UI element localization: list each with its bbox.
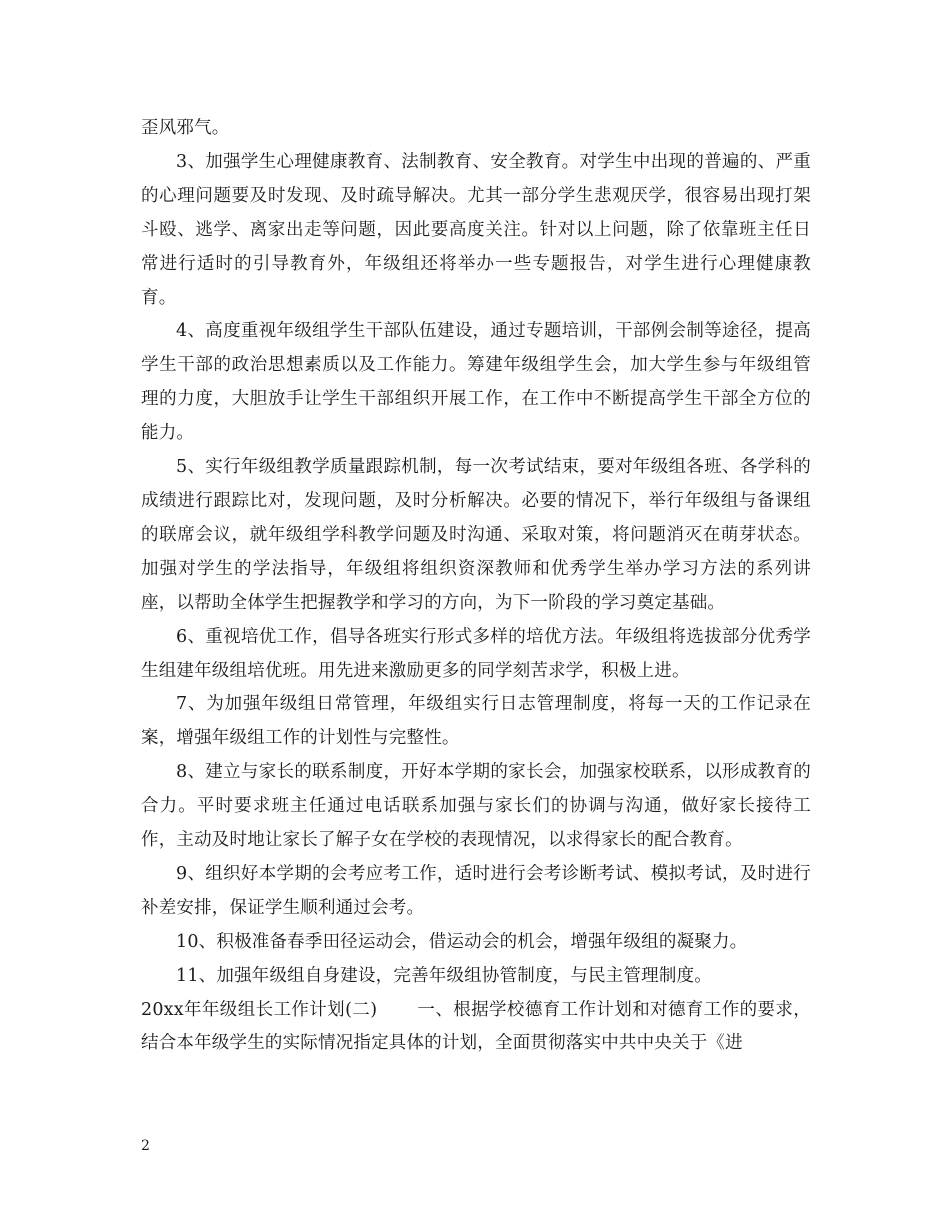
- paragraph-item-6: 6、重视培优工作，倡导各班实行形式多样的培优方法。年级组将选拔部分优秀学生组建年级组培优班。用先进来激励更多的同学刻苦求学，积极上进。: [141, 626, 811, 681]
- section-continuation: 一、根据学校德育工作计划和对德育工作的要求，结合本年级学生的实际情况指定具体的计划，全面贯彻落实中共中央关于《进: [141, 999, 811, 1054]
- document-body: [141, 112, 811, 1061]
- paragraph-item-5: 5、实行年级组教学质量跟踪机制，每一次考试结束，要对年级组各班、各学科的成绩进行跟踪比对，发现问题，及时分析解决。必要的情况下，举行年级组与备课组的联席会议，就年级组学科教学问题及时沟通、采取对策，将问题消灭在萌芽状态。加强对学生的学法指导，年级组将组织资深教师和优秀学生举办学习方法的系列讲座，以帮助全体学生把握教学和学习的方向，为下一阶段的学习奠定基础。: [141, 457, 811, 613]
- paragraph-item-11: 11、加强年级组自身建设，完善年级组协管制度，与民主管理制度。: [176, 965, 712, 986]
- paragraph-item-8: 8、建立与家长的联系制度，开好本学期的家长会，加强家校联系，以形成教育的合力。平时要求班主任通过电话联系加强与家长们的协调与沟通，做好家长接待工作，主动及时地让家长了解子女在学校的表现情况，以求得家长的配合教育。: [141, 762, 811, 851]
- section-heading-paragraph: [141, 994, 811, 1062]
- paragraph-item-7: 7、为加强年级组日常管理，年级组实行日志管理制度，将每一天的工作记录在案，增强年级组工作的计划性与完整性。: [141, 694, 811, 749]
- page-number: 2: [141, 1138, 150, 1154]
- paragraph-item-9: 9、组织好本学期的会考应考工作，适时进行会考诊断考试、模拟考试，及时进行补差安排，保证学生顺利通过会考。: [141, 863, 811, 918]
- paragraph-continuation: 歪风邪气。: [141, 118, 230, 138]
- paragraph-item-4: 4、高度重视年级组学生干部队伍建设，通过专题培训，干部例会制等途径，提高学生干部的政治思想素质以及工作能力。筹建年级组学生会，加大学生参与年级组管理的力度，大胆放手让学生干部组织开展工作，在工作中不断提高学生干部全方位的能力。: [141, 321, 811, 444]
- section-title: 20xx年年级组长工作计划(二): [141, 999, 378, 1020]
- paragraph-item-10: 10、积极准备春季田径运动会，借运动会的机会，增强年级组的凝聚力。: [176, 931, 748, 952]
- paragraph-item-3: 3、加强学生心理健康教育、法制教育、安全教育。对学生中出现的普遍的、严重的心理问题要及时发现、及时疏导解决。尤其一部分学生悲观厌学，很容易出现打架斗殴、逃学、离家出走等问题，因此要高度关注。针对以上问题，除了依靠班主任日常进行适时的引导教育外，年级组还将举办一些专题报告，对学生进行心理健康教育。: [141, 151, 811, 308]
